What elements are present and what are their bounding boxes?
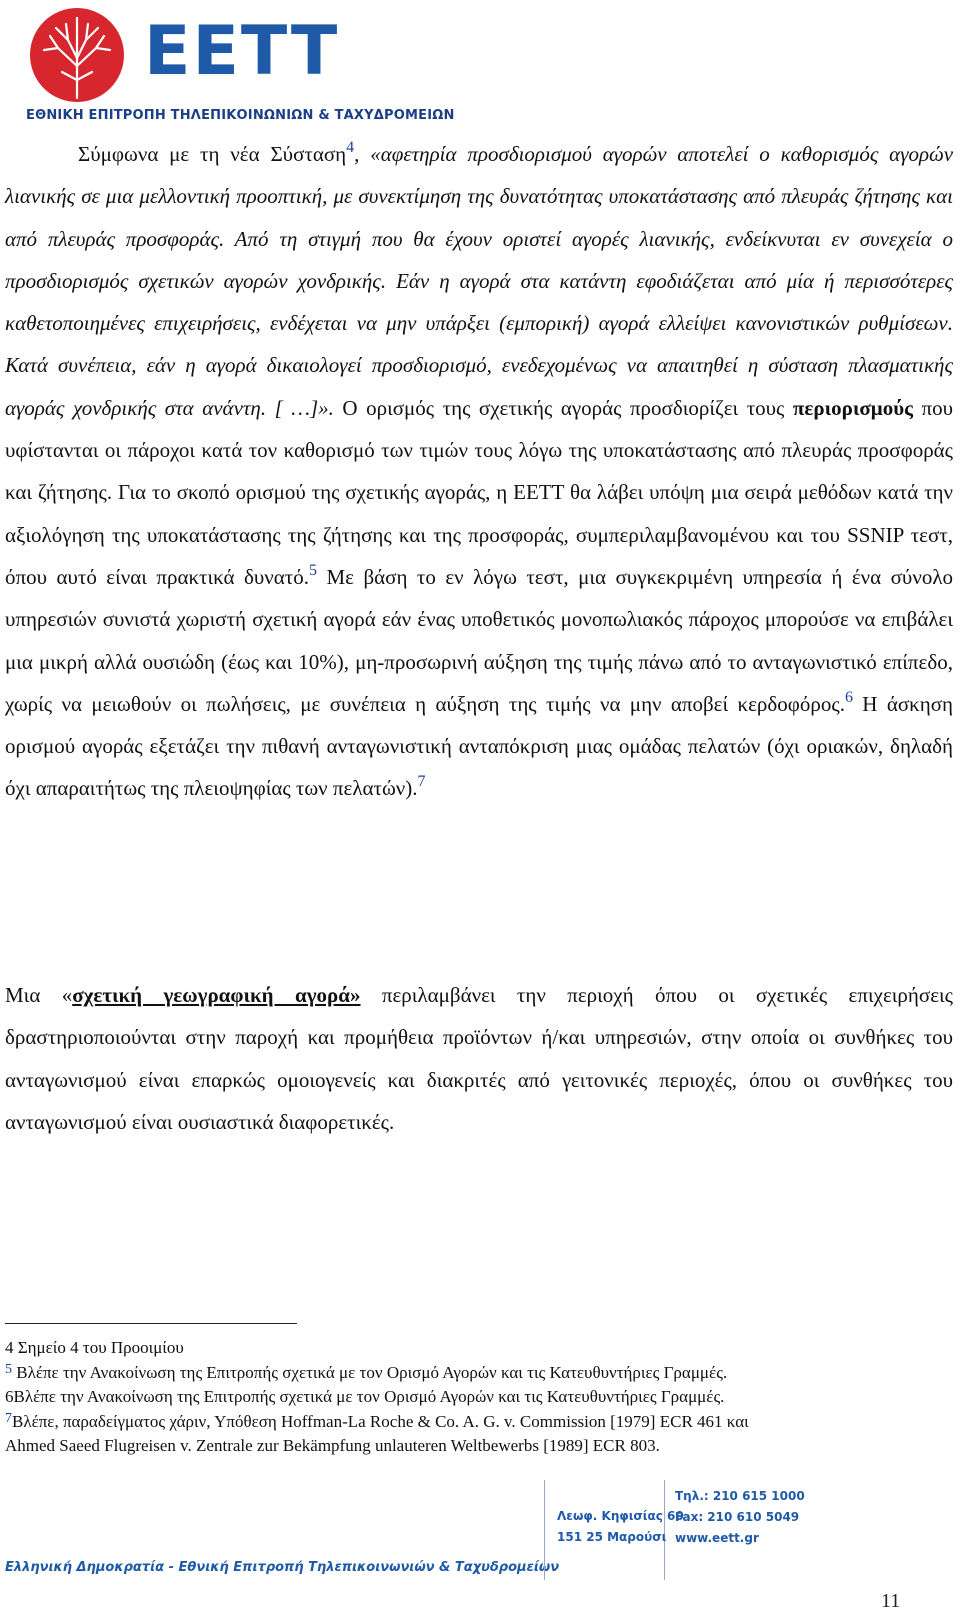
footer-address-street: Λεωφ. Κηφισίας 60 (557, 1509, 684, 1523)
p1-text-2: , (354, 142, 371, 166)
footnote-ref-6[interactable]: 6 (844, 688, 853, 706)
paragraph-market-definition (5, 133, 953, 810)
footer-fax: Fax: 210 610 5049 (675, 1510, 800, 1524)
footnotes (5, 1336, 925, 1459)
p1-text-6: Η άσκηση ορισμού αγοράς εξετάζει την πιθανή ανταγωνιστική ανταπόκριση μιας ομάδας πελατών (όχι οριακών, δηλαδή όχι απαραιτήτως της πλειοψηφίας των πελατών). (5, 691, 954, 801)
organization-name: ΕΘΝΙΚΗ ΕΠΙΤΡΟΠΗ ΤΗΛΕΠΙΚΟΙΝΩΝΙΩΝ & ΤΑΧΥΔΡΟΜΕΙΩΝ (26, 108, 455, 123)
eett-tree-emblem-icon (28, 6, 126, 104)
footnote-5-mark: 5 (5, 1361, 12, 1377)
footnote-5-text: Βλέπε την Ανακοίνωση της Επιτροπής σχετικά με τον Ορισμό Αγορών και τις Κατευθυντήριες Γραμμές. (12, 1362, 728, 1382)
footer-address-city: 151 25 Μαρούσι (557, 1530, 667, 1544)
recommendation-quote: «αφετηρία προσδιορισμού αγορών αποτελεί ο καθορισμός αγορών λιανικής σε μια μελλοντική προοπτική, με συνεκτίμηση της δυνατότητας υποκατάστασης από πλευράς ζήτησης και από πλευράς προσφοράς. Από τη στιγμή που θα έχουν οριστεί αγορές λιανικής, ενδείκνυται εν συνεχεία ο προσδιορισμός σχετικών αγορών χονδρικής. Εάν η αγορά στα κατάντη εφοδιάζεται από μία ή περισσότερες καθετοποιημένες επιχειρήσεις, ενδέχεται να μην υπάρξει (εμπορική) αγορά ελλείψει κανονιστικών ρυθμίσεων. Κατά συνέπεια, εάν η αγορά δικαιολογεί προσδιορισμό, ενεδεχομένως να απαιτηθεί η σύσταση πλασματικής αγοράς χονδρικής στα ανάντη. [ …]». (5, 142, 954, 420)
paragraph-geographic-market (5, 974, 953, 1143)
footnote-ref-4[interactable]: 4 (346, 139, 355, 156)
footer-website-link[interactable]: www.eett.gr (675, 1531, 759, 1545)
p2-text-1: Μια « (5, 983, 73, 1007)
p1-text-4: που υφίστανται οι πάροχοι κατά τον καθορισμό των τιμών τους λόγω της υποκατάστασης από πλευράς προσφοράς και ζήτησης. Για το σκοπό ορισμού της σχετικής αγοράς, η ΕΕΤΤ θα λάβει υπόψη μια σειρά μεθόδων κατά την αξιολόγηση της υποκατάστασης της ζήτησης και της προσφοράς, συμπεριλαμβανομένου και του SSNIP τεστ, όπου αυτό είναι πρακτικά δυνατό. (5, 395, 954, 589)
footnote-ref-7[interactable]: 7 (417, 773, 426, 791)
footnote-5 (5, 1361, 925, 1386)
logo-wordmark: EETT (144, 12, 340, 91)
footer-slogan: Ελληνική Δημοκρατία - Εθνική Επιτροπή Τηλεπικοινωνιών & Ταχυδρομείων (5, 1560, 560, 1575)
footer-contact (675, 1486, 805, 1549)
p1-text-3: Ο ορισμός της σχετικής αγοράς προσδιορίζει τους (333, 395, 793, 420)
bold-term-constraints: περιορισμούς (792, 395, 913, 420)
p2-text-2: περιλαμβάνει την περιοχή όπου οι σχετικές επιχειρήσεις δραστηριοποιούνται στην παροχή και προμήθεια προϊόντων ή/και υπηρεσιών, στην οποία οι συνθήκες του ανταγωνισμού είναι επαρκώς ομοιογενείς και διακριτές από γειτονικές περιοχές, όπου οι συνθήκες του ανταγωνισμού είναι ουσιαστικά διαφορετικές. (5, 983, 953, 1134)
footnote-7-mark: 7 (5, 1410, 12, 1426)
page-number: 11 (881, 1590, 901, 1612)
footer-phone: Τηλ.: 210 615 1000 (675, 1489, 805, 1503)
footnote-ref-5[interactable]: 5 (309, 561, 317, 579)
footnote-7-line2: Ahmed Saeed Flugreisen v. Zentrale zur Bekämpfung unlauteren Weltbewerbs [1989] ECR 803. (5, 1436, 660, 1455)
bold-term-geographic-market: σχετική γεωγραφική αγορά» (72, 983, 361, 1007)
footnote-6: 6Βλέπε την Ανακοίνωση της Επιτροπής σχετικά με τον Ορισμό Αγορών και τις Κατευθυντήριες Γραμμές. (5, 1387, 725, 1406)
footnote-separator (5, 1323, 297, 1324)
p1-text-5: Με βάση το εν λόγω τεστ, μια συγκεκριμένη υπηρεσία ή ένα σύνολο υπηρεσιών συνιστά χωριστή σχετική αγορά εάν ένας υποθετικός μονοπωλιακός πάροχος μπορούσε να επιβάλει μια μικρή αλλά ουσιώδη (έως και 10%), μη-προσωρινή αύξηση της τιμής πάνω από το ανταγωνιστικό επίπεδο, χωρίς να μειωθούν οι πωλήσεις, με συνέπεια η αύξηση της τιμής να μην αποβεί κερδοφόρος. (5, 564, 953, 716)
footnote-4: 4 Σημείο 4 του Προοιμίου (5, 1338, 184, 1357)
p1-text-1: Σύμφωνα με τη νέα Σύσταση (78, 142, 347, 166)
eett-logo (26, 4, 455, 124)
footer-address (557, 1506, 684, 1548)
footnote-7-text-line1: Βλέπε, παραδείγματος χάριν, Υπόθεση Hoffman-La Roche & Co. A. G. v. Commission [1979] ECR 461 και (12, 1411, 749, 1431)
footnote-7 (5, 1410, 925, 1435)
footer-divider (544, 1480, 545, 1580)
